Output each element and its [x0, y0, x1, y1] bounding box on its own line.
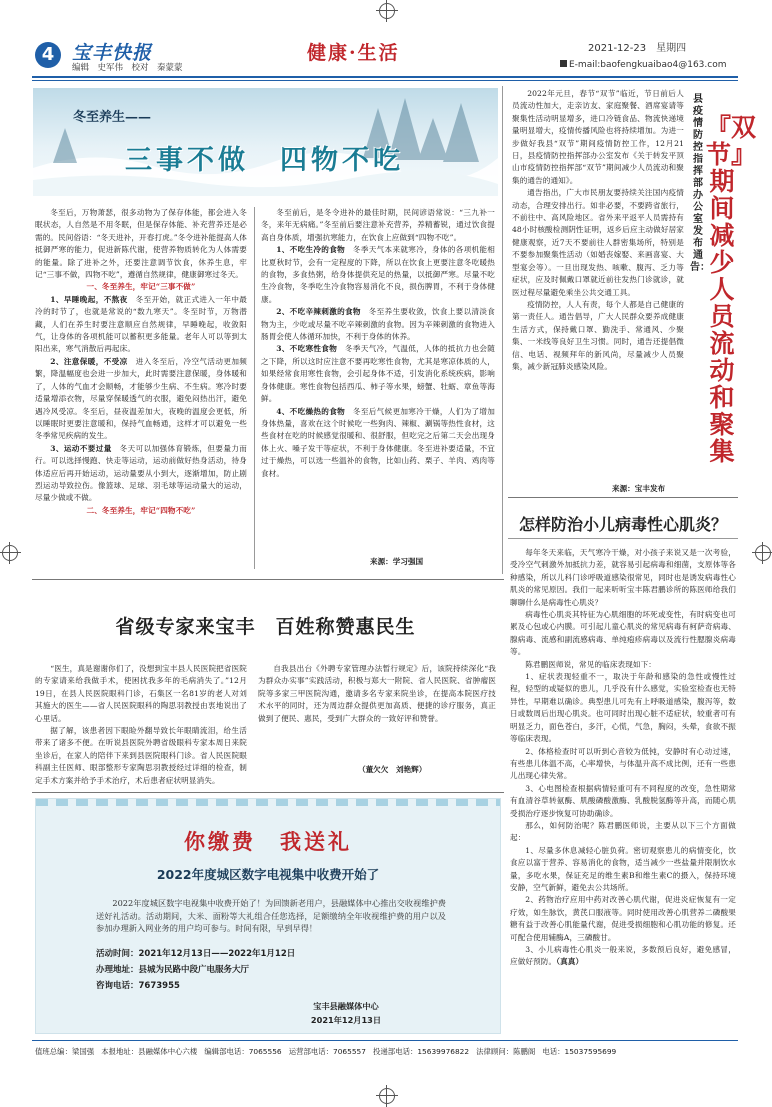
title-underline — [508, 538, 738, 539]
ad-body: 2022年度城区数字电视集中收费开始了！为回馈新老用户，县融媒体中心推出交收视维护费送好礼活动。活动期间，大米、面粉等大礼组合任您选择，足额缴纳全年收视维护费的用户以及参加办理新入网业务的用户均可参与。时间有限，早到早得！ — [96, 898, 446, 933]
paragraph-text: 冬至后气候更加寒冷干燥，人们为了增加身体热量，喜欢在这个时候吃一些狗肉、辣椒、涮锅等热性食材，这些食材在吃的时候感觉很暖和、很舒服，但吃完之后第二天会出现身体上火、嗓子发干等症状，不利于身体健康。冬至进补要适量，不宜过于燥热，可以选一些温补的食物，比如山药、栗子、羊肉、鸡肉等食材。 — [261, 406, 495, 478]
paragraph: 疫情防控，人人有责，每个人都是自己健康的第一责任人。通告倡导，广大人民群众要养成健康生活方式，保持戴口罩、勤洗手、常通风、少聚集、一米线等良好卫生习惯。同时，通告还提倡微信、电话、视频拜年的新风尚，尽量减少人员聚集，减少新冠肺炎感染风险。 — [512, 299, 684, 371]
email-icon — [560, 60, 567, 67]
email-line — [560, 60, 726, 70]
footer-legal-advisor: 法律顾问：陈鹏阁 — [476, 1047, 536, 1056]
paragraph: 据了解，该患者因下眼睑外翻导致长年眼睛流泪，给生活带来了诸多不便。在听说县医院外聘省级眼科专家本周日来院坐诊后，在家人的陪伴下来到县医院眼科门诊。省人民医院眼科副主任医师、眼部整形专家陶思羽教授经过详细的检查，制定手术方案并给予手术治疗，术后患者症状明显消失。 — [35, 726, 247, 785]
section-title: 健康·生活 — [307, 42, 400, 64]
ad-subtitle: 2022年度城区数字电视集中收费开始了 — [156, 867, 380, 882]
ad-time — [96, 947, 295, 959]
paragraph — [261, 306, 495, 343]
paragraph-text: 冬季天气冷，气温低，人体的抵抗力也会随之下降，所以这时应注意不要再吃寒性食物，尤其是寒凉体质的人，如果经常食用寒性食物，会引起身体不适，引发消化系统疾病，影响身体健康。寒性食物包括西瓜、柿子等水果，螃蟹、牡蛎、章鱼等海鲜。 — [261, 344, 495, 404]
subheading: 一、冬至养生，牢记“三事不做” — [86, 282, 196, 292]
covid-vertical-title: 『双节』期间减少人员流动和聚集 — [706, 113, 757, 466]
ad-time-value: 2021年12月13日——2022年1月12日 — [138, 949, 296, 959]
paragraph: 病毒性心肌炎其特征为心肌细胞的坏死或变性，有时病变也可累及心包或心内膜。可引起儿童心肌炎的常见病毒有柯萨奇病毒、腺病毒、流感和副流感病毒、单纯疱疹病毒以及流行性腮腺炎病毒等。 — [510, 610, 736, 657]
paragraph-lead: 4、不吃燥热的食物 — [276, 406, 346, 416]
footer-bar — [35, 1046, 741, 1057]
ad-address-value: 县城为民路中段广电服务大厅 — [138, 965, 250, 975]
ad-date: 2021年12月13日 — [310, 1015, 382, 1025]
paragraph — [261, 406, 495, 480]
winter-col-2 — [261, 207, 495, 569]
banner-subtitle: 冬至养生—— — [73, 110, 152, 125]
subheading: 二、冬至养生，牢记“四物不吃” — [86, 505, 196, 515]
ad-title: 你缴费 我送礼 — [184, 830, 352, 854]
section-rule — [32, 792, 504, 793]
registration-mark — [379, 3, 395, 19]
winter-source: 来源：学习强国 — [370, 557, 424, 566]
paragraph — [35, 443, 247, 505]
footer-ops-phone: 运营部电话：7065557 — [288, 1047, 366, 1056]
footer-delivery-phone: 投递部电话：15639976822 — [373, 1047, 470, 1056]
paragraph: 陈君鹏医师说，常见的临床表现如下： — [525, 659, 656, 669]
paragraph: 那么，如何防治呢？陈君鹏医师说，主要从以下三个方面做起： — [510, 820, 736, 843]
paragraph — [35, 356, 247, 443]
paragraph — [261, 244, 495, 306]
section-rule — [508, 497, 738, 498]
header-rule — [32, 76, 738, 78]
ad-address-label: 办理地址： — [96, 965, 139, 975]
expert-col-2 — [258, 663, 496, 773]
paragraph: 2022年元旦，春节“双节”临近，节日前后人员流动性加大，走亲访友、家庭聚餐、酒席宴请等聚集性活动明显增多，进口冷链食品、物流快递境量明显增大，疫情传播风险也将持续增加。为进一步做好我县“双节”期间疫情防控工作，12月21日，县疫情防控指挥部办公室发布《关于转发平顶山市疫情防控指挥部“双节”期间减少人员流动和聚集的通告的通知》。 — [512, 89, 684, 185]
paragraph: 3、心电图检查根据病情轻重可有不同程度的改变，急性期常有血清谷草转氨酶、肌酸磷酸激酶、乳酸脱氢酶等升高，而随心肌受损治疗逐步恢复可协助确诊。 — [510, 783, 736, 818]
section-rule — [32, 579, 504, 580]
paragraph-lead: 3、运动不要过量 — [50, 443, 112, 453]
paragraph: 3、小儿病毒性心肌炎一般来说，多数预后良好，避免感冒，应做好预防。（真真） — [510, 945, 736, 967]
paragraph: 每年冬天来临，天气寒冷干燥，对小孩子来说又是一次考验，受冷空气刺激外加抵抗力差，就容易引起病毒和细菌，支原体等各种感染，所以儿科门诊呼吸道感染很常见，同时也是诱发病毒性心肌炎的常见原因。我们一起来听听宝丰陈君鹏诊所的陈医师给我们聊聊什么是病毒性心肌炎？ — [510, 548, 736, 607]
column-divider — [254, 207, 255, 569]
column-divider — [502, 86, 503, 574]
ad-time-label: 活动时间： — [96, 949, 139, 959]
registration-mark — [755, 545, 771, 561]
winter-col-1 — [35, 207, 247, 577]
paragraph-text: 进入冬至后，冷空气活动更加频繁，降温幅度也会进一步加大，此时需要注意保暖，身体暖和了，人体的气血才会顺畅，才能够少生病、不生病。寒冷时要适量增添衣物，尽量穿保暖透气的衣服，避免闷热出汗，避免遇冷风受凉。冬至后，昼夜温差加大，夜晚的温度会更低，所以睡眠时更要注意暖和，保持气血畅通，这样才可以避免一些冬季常见疾病的发生。 — [35, 356, 247, 441]
paragraph: 1、症状表现轻重不一，取决于年龄和感染的急性或慢性过程，轻型的或疑似的患儿，几乎没有什么感觉，实验室检查也无特异性，早期难以确诊。典型患儿可先有上呼吸道感染，腹泻等，数日或数周后出现心肌炎。也可同时出现心脏不适症状，较重者可有明显乏力，面色苍白，多汗，心慌，气急，胸闷，头晕，食欲不振等临床表现。 — [510, 672, 736, 744]
paragraph — [35, 207, 247, 281]
banner-title: 三事不做 四物不吃 — [125, 145, 404, 176]
footer-edit-phone: 编辑部电话：7065556 — [204, 1047, 282, 1056]
paragraph — [261, 207, 495, 244]
masthead: 宝丰快报 — [72, 42, 153, 64]
myocarditis-title: 怎样防治小儿病毒性心肌炎？ — [518, 515, 727, 534]
paragraph-lead: 2、不吃辛辣刺激的食物 — [276, 307, 361, 317]
ad-border-pattern — [36, 799, 500, 806]
registration-mark — [379, 1088, 395, 1104]
paragraph-text: 冬至养生要收敛，饮食上要以清淡食物为主，少吃或尽量不吃辛辣刺激的食物。因为辛辣刺激的食物进入肠胃会使人体循环加快，不利于身体的休养。 — [261, 307, 495, 342]
registration-mark — [2, 545, 18, 561]
paragraph: 自我县出台《外聘专家管理办法暂行规定》后，该院持续深化“我为群众办实事”实践活动，积极与郑大一附院、省人民医院、省肿瘤医院等多家三甲医院沟通，邀请多名专家来院坐诊，在提高本院医疗技术水平的同时，还为周边群众提供更加高质、便捷的诊疗服务，真正做到了便民、惠民，受到广大群众的一致好评和赞誉。 — [258, 664, 496, 723]
paragraph-text: 冬至前后，是冬令进补的最佳时期，民间谚语常说：“三九补一冬，来年无病痛。”冬至前后要注意补充营养，养精蓄锐，通过饮食提高自身体质，增强抗寒能力，在饮食上应做到“四物不吃”。 — [261, 208, 495, 242]
paragraph: 2、体格检查时可以听到心音较为低钝，安静时有心动过速，有些患儿体温不高，心率增快，与体温升高不成比例，还有一些患儿出现心律失常。 — [510, 746, 736, 781]
paragraph-lead: 1、不吃生冷的食物 — [276, 245, 346, 255]
myocarditis-body — [510, 547, 736, 1037]
paragraph: 1、尽量多休息减轻心脏负荷。密切观察患儿的病情变化，饮食应以富于营养、容易消化的食物，适当减少一些盐量并限制饮水量，多吃水果，保证充足的维生素B和维生素C的摄入，保持环境安静，空气新鲜，避免去公共场所。 — [510, 845, 736, 892]
paragraph-text: 冬季天气本来就寒冷，身体的各项机能相比夏秋时节，会有一定程度的下降，所以在饮食上更要注意冬吃暖热的食物，多食热粥，给身体提供充足的热量，以抵御严寒。尽量不吃生冷食物，冬季吃生冷食物容易消化不良，损伤脾胃，不利于身体健康。 — [261, 245, 495, 304]
covid-body — [512, 88, 684, 481]
ad-phone-label: 咨询电话： — [96, 981, 139, 991]
paragraph-lead: 1、早睡晚起，不熬夜 — [50, 294, 128, 304]
page-number: 4 — [35, 42, 61, 68]
paragraph — [35, 294, 247, 356]
header-rule-thin — [32, 80, 738, 81]
myocarditis-byline: （真真） — [556, 957, 584, 967]
email-text: E-mail:baofengkuaibao4@163.com — [569, 60, 727, 70]
paragraph-text: 冬至开始，就正式进入一年中最冷的时节了，也就是常说的“数九寒天”。冬至时节，万物潜藏，人们在养生时要注意顺应自然规律，早睡晚起，收敛阳气，让身体的各项机能可以蓄积更多能量。老年人可以等到太阳出来，寒气消散后再起床。 — [35, 294, 247, 354]
covid-source: 来源：宝丰发布 — [612, 484, 666, 493]
footer-address: 本报地址：县融媒体中心六楼 — [101, 1047, 198, 1056]
footer-chief-editor: 值班总编：梁国强 — [35, 1047, 95, 1056]
paragraph: “医生，真是谢谢你们了，没想到宝丰县人民医院把省医院的专家请来给我做手术，使困扰我多年的毛病消失了。”12月19日，在县人民医院眼科门诊，石集区一名81岁的老人对刘其施大的医生——省人民医院眼科的陶思羽教授由衷地说出了心里话。 — [35, 664, 247, 723]
editor-line: 编辑 史军伟 校对 秦蒙蒙 — [72, 63, 183, 73]
paragraph-text: 冬至后，万物萧瑟，很多动物为了保存体能，都会进入冬眠状态，人自然是不用冬眠，但是保存体能、补充营养还是必需的。民间俗语：“冬天进补，开春打虎。”冬令进补能提高人体抵御严寒的能力，促进新陈代谢，使营养物质转化为人体需要的能量。除了进补之外，还要注意调节饮食，休养生息，牢记“三事不做，四物不吃”，遵循自然规律，健康御寒过冬天。 — [35, 208, 247, 280]
paragraph-lead: 2、注意保暖，不受凉 — [50, 356, 128, 366]
paragraph — [261, 343, 495, 405]
footer-rule — [32, 1040, 738, 1041]
ad-phone-value: 7673955 — [138, 981, 180, 991]
issue-date: 2021-12-23 星期四 — [588, 43, 687, 54]
expert-col-1 — [35, 663, 247, 793]
winter-banner — [33, 88, 498, 196]
ad-phone — [96, 979, 180, 991]
ad-org: 宝丰县融媒体中心 — [313, 1001, 379, 1011]
footer-legal-phone: 电话：15037595699 — [542, 1047, 617, 1056]
paragraph: 通告指出，广大市民朋友要持续关注国内疫情动态，合理安排出行。如非必要，不要跨省旅行，不前往中、高风险地区。省外来平返平人员需持有48小时核酸检测阴性证明，返乡后应主动做好居家健康观察，近7天不要前往人群密集场所，特别是不要参加聚集性活动（如婚丧嫁娶、来画喜宴、大型宴会等）。一旦出现发热、咳嗽、腹泻、乏力等症状，应及时佩戴口罩就近前往发热门诊就诊，就医过程尽量避免乘坐公共交通工具。 — [512, 188, 684, 297]
tv-fee-ad — [35, 798, 501, 1034]
ad-address — [96, 963, 249, 975]
covid-vertical-pre: 县疫情防控指挥部办公室发布通告： — [690, 94, 710, 273]
expert-byline: （董欠欠 刘艳辉） — [358, 765, 427, 774]
paragraph-text: 冬天可以加强体育锻炼，但要量力而行。可以选择慢跑、快走等运动，运动前做好热身活动，待身体适应后再开始运动，运动量要从小到大，逐渐增加，防止剧烈运动导致拉伤。像篮球、足球、羽毛球等运动量大的运动，尽量少做或不做。 — [35, 443, 247, 503]
paragraph-lead: 3、不吃寒性食物 — [276, 344, 338, 354]
paragraph: 2、药物治疗应用中药对改善心肌代谢，促进炎症恢复有一定疗效，如生脉饮，黄芪口服液等。同时使用改善心肌营养二磷酸果糖有益于改善心肌能量代谢，促进受损细胞和心肌功能的修复。还可配合使用辅酶A，三磷酸甘。 — [510, 895, 736, 942]
expert-title: 省级专家来宝丰 百姓称赞惠民生 — [115, 616, 416, 638]
